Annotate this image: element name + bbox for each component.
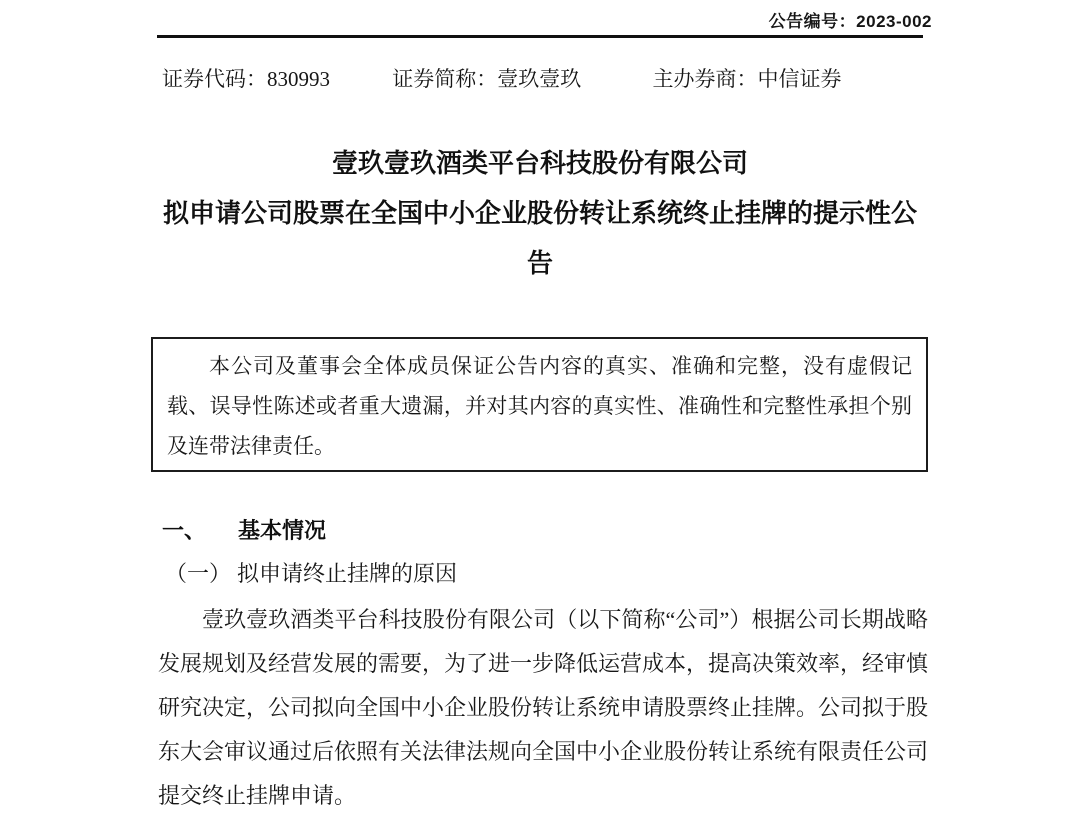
disclaimer-text: 本公司及董事会全体成员保证公告内容的真实、准确和完整，没有虚假记载、误导性陈述或者重大遗漏，并对其内容的真实性、准确性和完整性承担个别及连带法律责任。 (167, 354, 912, 458)
sponsor-broker: 主办券商：中信证券 (652, 67, 842, 91)
document-title-subject: 拟申请公司股票在全国中小企业股份转让系统终止挂牌的提示性公告 (162, 198, 917, 278)
subsection-number: （一） (165, 561, 232, 586)
body-paragraph: 壹玖壹玖酒类平台科技股份有限公司（以下简称“公司”）根据公司长期战略发展规划及经营发展的需要，为了进一步降低运营成本，提高决策效率，经审慎研究决定，公司拟向全国中小企业股份转让系统申请股票终止挂牌。公司拟于股东大会审议通过后依照有关法律法规向全国中小企业股份转让系统有限责任公司提交终止挂牌申请。 (158, 607, 929, 808)
document-title-company: 壹玖壹玖酒类平台科技股份有限公司 (331, 148, 748, 178)
header-rule (157, 35, 923, 38)
section-heading-basic-info (162, 514, 326, 545)
securities-code: 证券代码：830993 (162, 67, 330, 91)
disclaimer-box (151, 337, 928, 472)
subsection-heading-reason (165, 557, 457, 588)
announcement-number: 公告编号：2023-002 (768, 12, 932, 31)
document-title (0, 138, 1080, 288)
section-title: 基本情况 (238, 518, 327, 543)
securities-short-name: 证券简称：壹玖壹玖 (392, 67, 582, 91)
securities-meta-row (162, 63, 842, 93)
subsection-title: 拟申请终止挂牌的原因 (237, 561, 458, 586)
section-number: 一、 (162, 518, 207, 543)
